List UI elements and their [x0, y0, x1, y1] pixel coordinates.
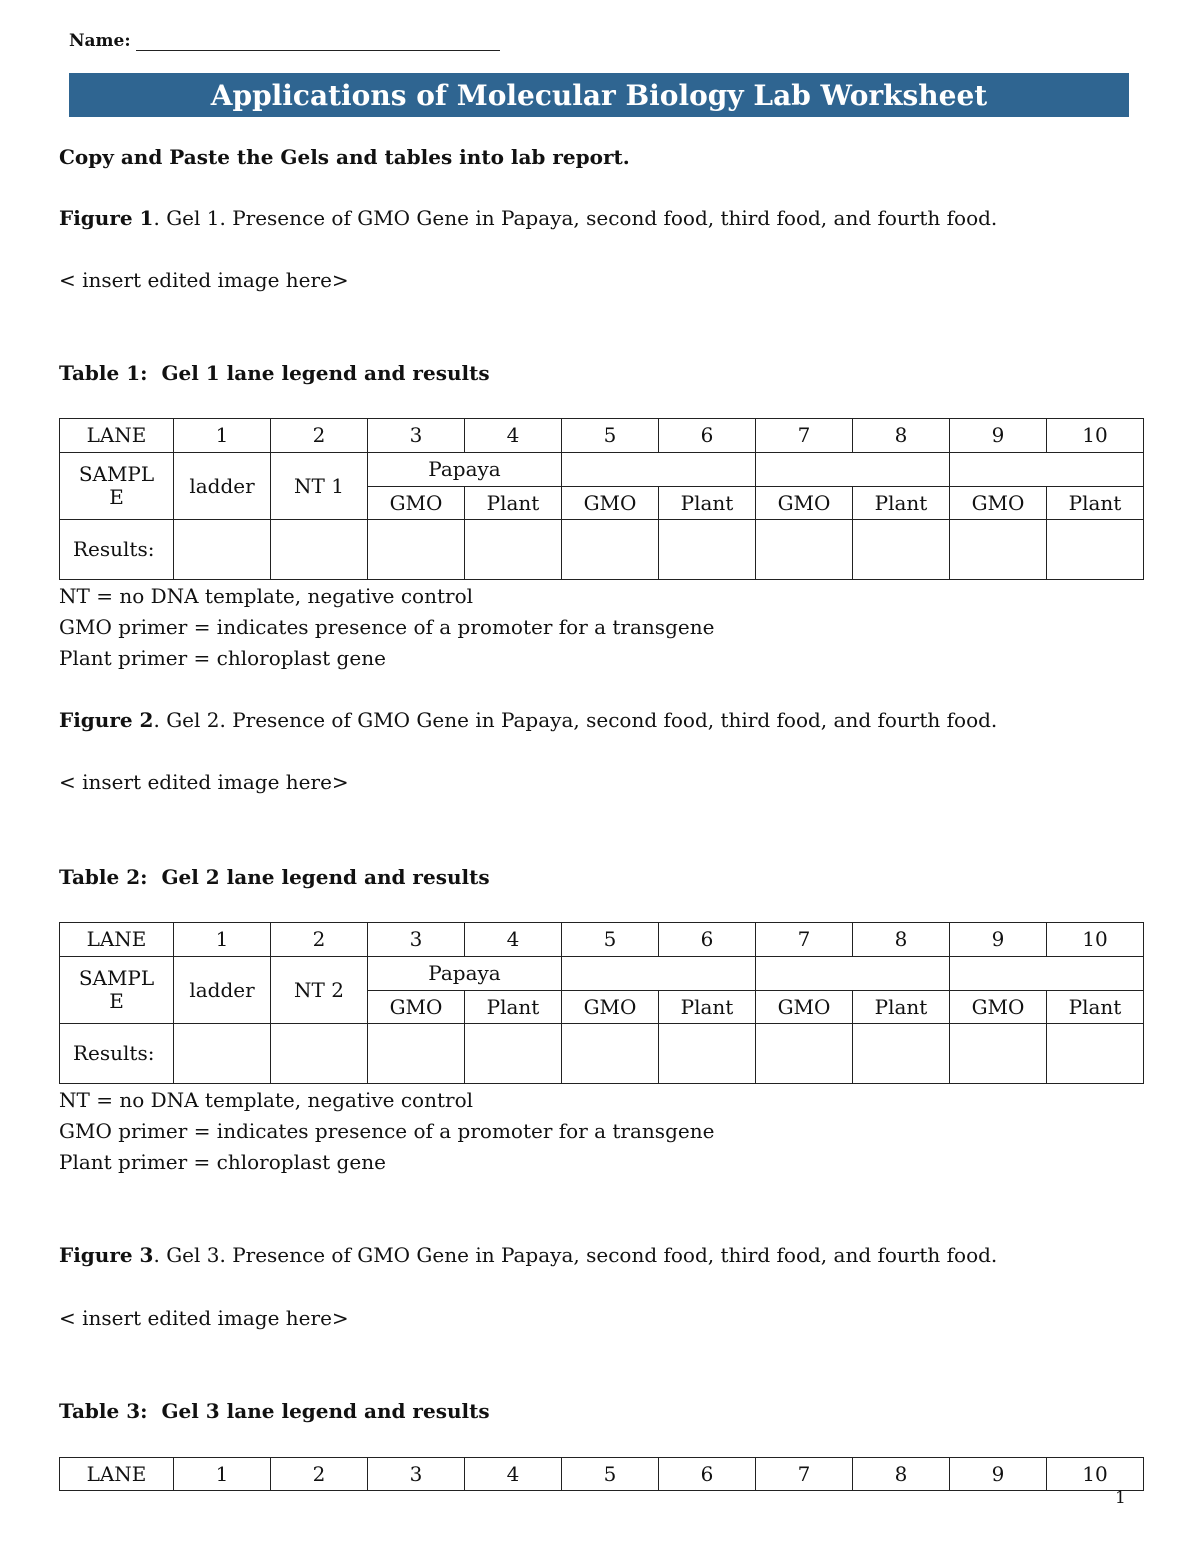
instruction: Copy and Paste the Gels and tables into lab report. [59, 145, 630, 169]
result-cell[interactable] [659, 520, 756, 580]
lane-number: 9 [950, 419, 1047, 453]
result-cell[interactable] [1047, 1024, 1144, 1084]
gmo-primer-cell: GMO [756, 487, 853, 520]
lane-number: 8 [853, 923, 950, 957]
papaya-cell[interactable]: Papaya [368, 957, 562, 991]
lane-header: LANE [60, 1458, 174, 1491]
third-food-cell[interactable] [756, 453, 950, 487]
figure-1-caption: Figure 1. Gel 1. Presence of GMO Gene in Papaya, second food, third food, and fourth food. [59, 206, 998, 230]
lane-number: 5 [562, 1458, 659, 1491]
nt-cell: NT 2 [271, 957, 368, 1024]
legend-gmo-primer: GMO primer = indicates presence of a promoter for a transgene [59, 1119, 715, 1143]
name-label: Name: [69, 31, 131, 51]
gmo-primer-cell: GMO [756, 991, 853, 1024]
sample-header [60, 957, 174, 1024]
figure-1-image-placeholder[interactable]: < insert edited image here> [59, 268, 349, 292]
results-row [60, 520, 1144, 580]
lane-number: 10 [1047, 419, 1144, 453]
lane-number: 2 [271, 419, 368, 453]
figure-2-caption: Figure 2. Gel 2. Presence of GMO Gene in Papaya, second food, third food, and fourth food. [59, 708, 998, 732]
lane-number: 8 [853, 1458, 950, 1491]
result-cell[interactable] [271, 520, 368, 580]
gel-2-lane-table [59, 922, 1144, 1084]
figure-2-image-placeholder[interactable]: < insert edited image here> [59, 770, 349, 794]
lane-number: 9 [950, 923, 1047, 957]
legend-nt: NT = no DNA template, negative control [59, 1088, 474, 1112]
sample-header-line2: E [109, 989, 124, 1013]
figure-3-image-placeholder[interactable]: < insert edited image here> [59, 1306, 349, 1330]
gmo-primer-cell: GMO [950, 487, 1047, 520]
page-number: 1 [1115, 1488, 1126, 1508]
figure-2-label: Figure 2 [59, 708, 154, 732]
lane-number: 1 [174, 923, 271, 957]
fourth-food-cell[interactable] [950, 453, 1144, 487]
table-1-label: Table 1: [59, 361, 148, 385]
figure-3-caption: Figure 3. Gel 3. Presence of GMO Gene in Papaya, second food, third food, and fourth food. [59, 1243, 998, 1267]
worksheet-title: Applications of Molecular Biology Lab Worksheet [210, 78, 988, 112]
sample-row [60, 957, 1144, 991]
lane-number: 6 [659, 923, 756, 957]
lane-number: 4 [465, 1458, 562, 1491]
gel-3-lane-table [59, 1457, 1144, 1491]
third-food-cell[interactable] [756, 957, 950, 991]
name-blank-line[interactable] [136, 50, 500, 51]
table-1-legend [59, 581, 714, 674]
worksheet-title-banner [69, 73, 1129, 117]
plant-primer-cell: Plant [659, 991, 756, 1024]
figure-1-label: Figure 1 [59, 206, 154, 230]
result-cell[interactable] [562, 520, 659, 580]
result-cell[interactable] [271, 1024, 368, 1084]
table-3-label: Table 3: [59, 1399, 148, 1423]
lane-number: 1 [174, 419, 271, 453]
legend-nt: NT = no DNA template, negative control [59, 584, 474, 608]
lane-row [60, 1458, 1144, 1491]
result-cell[interactable] [756, 520, 853, 580]
second-food-cell[interactable] [562, 453, 756, 487]
table-1-title [59, 361, 490, 385]
lane-number: 8 [853, 419, 950, 453]
second-food-cell[interactable] [562, 957, 756, 991]
results-row [60, 1024, 1144, 1084]
plant-primer-cell: Plant [659, 487, 756, 520]
sample-header [60, 453, 174, 520]
gmo-primer-cell: GMO [562, 487, 659, 520]
lane-number: 6 [659, 1458, 756, 1491]
result-cell[interactable] [174, 1024, 271, 1084]
lane-number: 2 [271, 1458, 368, 1491]
table-2-label: Table 2: [59, 865, 148, 889]
papaya-cell[interactable]: Papaya [368, 453, 562, 487]
result-cell[interactable] [853, 1024, 950, 1084]
result-cell[interactable] [756, 1024, 853, 1084]
legend-plant-primer: Plant primer = chloroplast gene [59, 1150, 386, 1174]
lane-number: 3 [368, 1458, 465, 1491]
lane-number: 10 [1047, 923, 1144, 957]
result-cell[interactable] [950, 520, 1047, 580]
fourth-food-cell[interactable] [950, 957, 1144, 991]
lane-header: LANE [60, 419, 174, 453]
ladder-cell: ladder [174, 957, 271, 1024]
lane-number: 9 [950, 1458, 1047, 1491]
sample-header-line1: SAMPL [78, 966, 155, 990]
gmo-primer-cell: GMO [368, 991, 465, 1024]
sample-row [60, 453, 1144, 487]
result-cell[interactable] [659, 1024, 756, 1084]
result-cell[interactable] [562, 1024, 659, 1084]
sample-header-line1: SAMPL [78, 462, 155, 486]
nt-cell: NT 1 [271, 453, 368, 520]
gel-1-lane-table [59, 418, 1144, 580]
plant-primer-cell: Plant [1047, 487, 1144, 520]
legend-plant-primer: Plant primer = chloroplast gene [59, 646, 386, 670]
result-cell[interactable] [465, 520, 562, 580]
table-2-title-text: Gel 2 lane legend and results [161, 865, 490, 889]
gmo-primer-cell: GMO [368, 487, 465, 520]
table-3-title-text: Gel 3 lane legend and results [161, 1399, 490, 1423]
lane-number: 4 [465, 419, 562, 453]
table-3-title [59, 1399, 490, 1423]
lane-number: 1 [174, 1458, 271, 1491]
plant-primer-cell: Plant [1047, 991, 1144, 1024]
plant-primer-cell: Plant [853, 487, 950, 520]
result-cell[interactable] [853, 520, 950, 580]
table-1-title-text: Gel 1 lane legend and results [161, 361, 490, 385]
figure-1-text: Gel 1. Presence of GMO Gene in Papaya, second food, third food, and fourth food. [166, 206, 998, 230]
table-2-title [59, 865, 490, 889]
lane-header: LANE [60, 923, 174, 957]
lane-number: 3 [368, 923, 465, 957]
legend-gmo-primer: GMO primer = indicates presence of a promoter for a transgene [59, 615, 715, 639]
plant-primer-cell: Plant [465, 487, 562, 520]
result-cell[interactable] [465, 1024, 562, 1084]
result-cell[interactable] [368, 1024, 465, 1084]
result-cell[interactable] [950, 1024, 1047, 1084]
result-cell[interactable] [1047, 520, 1144, 580]
figure-3-text: Gel 3. Presence of GMO Gene in Papaya, second food, third food, and fourth food. [166, 1243, 998, 1267]
ladder-cell: ladder [174, 453, 271, 520]
figure-3-label: Figure 3 [59, 1243, 154, 1267]
gmo-primer-cell: GMO [562, 991, 659, 1024]
lane-row [60, 923, 1144, 957]
lane-number: 7 [756, 419, 853, 453]
result-cell[interactable] [174, 520, 271, 580]
gmo-primer-cell: GMO [950, 991, 1047, 1024]
lane-number: 7 [756, 923, 853, 957]
lane-number: 10 [1047, 1458, 1144, 1491]
lane-number: 2 [271, 923, 368, 957]
figure-2-text: Gel 2. Presence of GMO Gene in Papaya, second food, third food, and fourth food. [166, 708, 998, 732]
sample-header-line2: E [109, 485, 124, 509]
results-label: Results: [60, 1024, 174, 1084]
plant-primer-cell: Plant [465, 991, 562, 1024]
lane-number: 5 [562, 923, 659, 957]
plant-primer-cell: Plant [853, 991, 950, 1024]
lane-number: 6 [659, 419, 756, 453]
lane-number: 7 [756, 1458, 853, 1491]
lane-row [60, 419, 1144, 453]
table-2-legend [59, 1085, 714, 1178]
lane-number: 4 [465, 923, 562, 957]
lane-number: 3 [368, 419, 465, 453]
result-cell[interactable] [368, 520, 465, 580]
lane-number: 5 [562, 419, 659, 453]
results-label: Results: [60, 520, 174, 580]
